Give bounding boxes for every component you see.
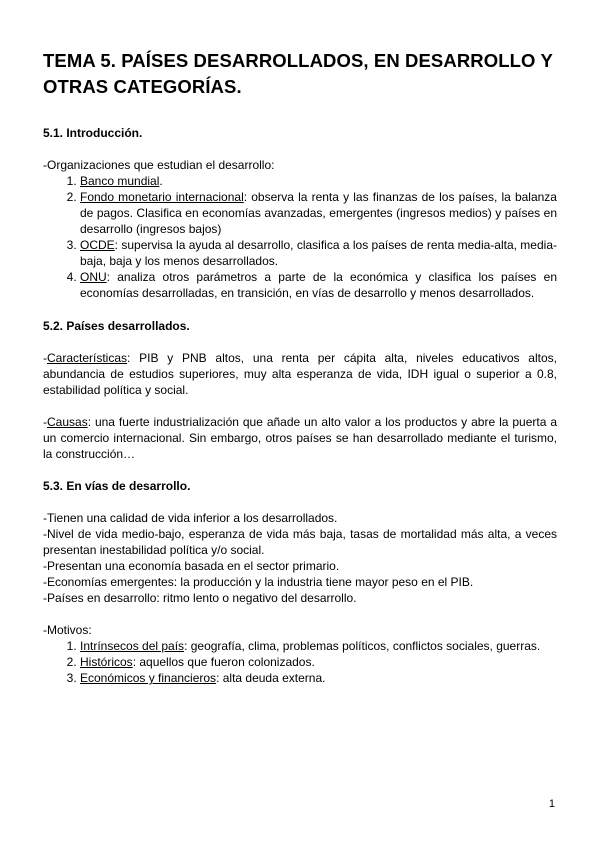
page-content xyxy=(43,48,557,686)
caracteristicas-paragraph xyxy=(43,350,557,398)
caracteristicas-term: Características xyxy=(47,351,128,365)
list-item-text: : supervisa la ayuda al desarrollo, clasifica a los países de renta media-alta, media-baja, baja y los menos desarrollados. xyxy=(80,238,557,268)
section-heading-paises-desarrollados: 5.2. Países desarrollados. xyxy=(43,319,190,333)
section-heading-en-vias-de-desarrollo: 5.3. En vías de desarrollo. xyxy=(43,479,191,493)
list-item xyxy=(80,173,557,189)
list-item xyxy=(80,670,557,686)
list-item-term: Fondo monetario internacional xyxy=(80,190,244,204)
vias-line: -Presentan una economía basada en el sector primario. xyxy=(43,559,340,573)
list-item-text: : geografía, clima, problemas políticos, conflictos sociales, guerras. xyxy=(184,639,541,653)
causas-paragraph xyxy=(43,414,557,462)
list-item xyxy=(80,638,557,654)
dash: - xyxy=(43,351,47,365)
list-item-term: Históricos xyxy=(80,655,133,669)
list-item-term: Económicos y financieros xyxy=(80,671,217,685)
list-item xyxy=(80,269,557,301)
list-item-text: : aquellos que fueron colonizados. xyxy=(132,655,315,669)
list-item-text: : alta deuda externa. xyxy=(216,671,326,685)
list-item-term: OCDE xyxy=(80,238,115,252)
list-item xyxy=(80,654,557,670)
introduccion-intro: -Organizaciones que estudian el desarrollo: xyxy=(43,158,275,172)
list-item xyxy=(80,189,557,237)
list-item-term: Intrínsecos del país xyxy=(80,639,185,653)
section-heading-introduccion: 5.1. Introducción. xyxy=(43,126,143,140)
dash: - xyxy=(43,415,47,429)
organizaciones-list xyxy=(43,173,557,301)
list-item-term: ONU xyxy=(80,270,107,284)
vias-line: -Países en desarrollo: ritmo lento o negativo del desarrollo. xyxy=(43,591,357,605)
page-number: 1 xyxy=(548,798,555,810)
vias-line: -Tienen una calidad de vida inferior a los desarrollados. xyxy=(43,511,338,525)
document-title: TEMA 5. PAÍSES DESARROLLADOS, EN DESARROLLO Y OTRAS CATEGORÍAS. xyxy=(43,50,553,97)
causas-term: Causas xyxy=(47,415,88,429)
causas-text: : una fuerte industrialización que añade un alto valor a los productos y abre la puerta a un comercio internacional. Sin embargo, otros países se han desarrollado mediante el turismo, la construcción… xyxy=(43,415,557,461)
list-item-text: : analiza otros parámetros a parte de la económica y clasifica los países en economías desarrolladas, en transición, en vías de desarrollo y menos desarrollados. xyxy=(80,270,557,300)
list-item-text: : observa la renta y las finanzas de los países, la balanza de pagos. Clasifica en economías avanzadas, emergentes (ingresos medios) y países en desarrollo (ingresos bajos) xyxy=(80,190,557,236)
list-item xyxy=(80,237,557,269)
motivos-list xyxy=(43,638,557,686)
vias-line: -Economías emergentes: la producción y la industria tiene mayor peso en el PIB. xyxy=(43,575,474,589)
motivos-label: -Motivos: xyxy=(43,623,92,637)
list-item-term: Banco mundial xyxy=(80,174,160,188)
caracteristicas-text: : PIB y PNB altos, una renta per cápita alta, niveles educativos altos, abundancia de estudios superiores, muy alta esperanza de vida, IDH igual o superior a 0.8, estabilidad política y social. xyxy=(43,351,557,397)
list-item-text: . xyxy=(159,174,163,188)
vias-line: -Nivel de vida medio-bajo, esperanza de vida más baja, tasas de mortalidad más alta, a veces presentan inestabilidad política y/o social. xyxy=(43,527,557,557)
